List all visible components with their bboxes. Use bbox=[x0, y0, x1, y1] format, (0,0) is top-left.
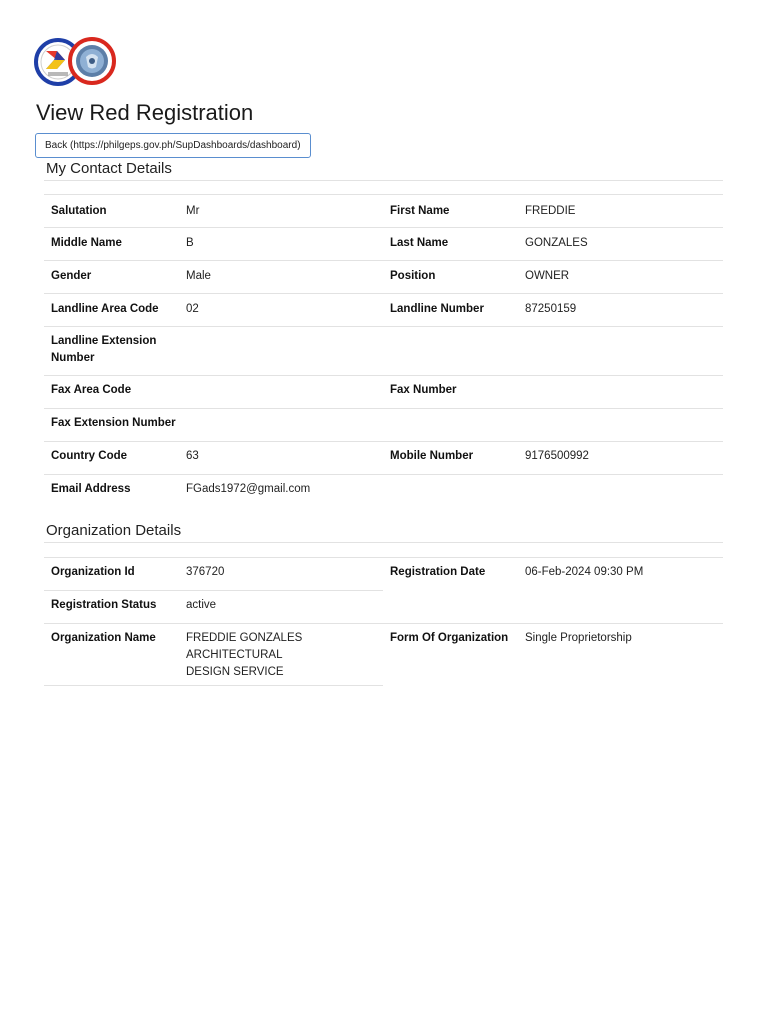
section-divider bbox=[44, 180, 723, 181]
registration-date-label: Registration Date bbox=[390, 566, 486, 578]
gender-value: Male bbox=[186, 270, 211, 282]
organization-details-heading: Organization Details bbox=[46, 522, 182, 539]
empty-cell bbox=[383, 408, 723, 441]
gender-row bbox=[44, 260, 383, 293]
registration-status-value: active bbox=[186, 599, 217, 611]
fax-number-row bbox=[383, 375, 723, 408]
gender-label: Gender bbox=[51, 270, 92, 282]
email-row bbox=[44, 474, 383, 507]
fax-area-code-label: Fax Area Code bbox=[51, 384, 132, 396]
landline-extension-row bbox=[44, 326, 383, 375]
organization-id-row bbox=[44, 557, 383, 590]
fax-extension-row bbox=[44, 408, 383, 441]
organization-id-label: Organization Id bbox=[51, 566, 135, 578]
country-code-value: 63 bbox=[186, 450, 199, 462]
landline-extension-label: Landline Extension Number bbox=[51, 335, 157, 364]
philgeps-logo bbox=[34, 36, 118, 88]
fax-number-label: Fax Number bbox=[390, 384, 457, 396]
position-value: OWNER bbox=[525, 270, 570, 282]
form-of-organization-label: Form Of Organization bbox=[390, 632, 509, 644]
landline-number-value: 87250159 bbox=[525, 303, 577, 315]
country-code-row bbox=[44, 441, 383, 474]
landline-number-label: Landline Number bbox=[390, 303, 484, 315]
organization-name-value: FREDDIE GONZALES ARCHITECTURAL DESIGN SERVICE bbox=[186, 632, 303, 678]
first-name-value: FREDDIE bbox=[525, 205, 576, 217]
landline-number-row bbox=[383, 293, 723, 326]
contact-details-heading: My Contact Details bbox=[46, 160, 172, 177]
salutation-row bbox=[44, 194, 383, 227]
middle-name-label: Middle Name bbox=[51, 237, 122, 249]
last-name-label: Last Name bbox=[390, 237, 449, 249]
organization-name-row bbox=[44, 623, 383, 686]
last-name-value: GONZALES bbox=[525, 237, 588, 249]
position-label: Position bbox=[390, 270, 436, 282]
last-name-row bbox=[383, 227, 723, 260]
position-row bbox=[383, 260, 723, 293]
empty-cell bbox=[383, 326, 723, 375]
mobile-number-row bbox=[383, 441, 723, 474]
back-button[interactable]: Back (https://philgeps.gov.ph/SupDashboards/dashboard) bbox=[35, 133, 311, 158]
form-of-organization-value: Single Proprietorship bbox=[525, 632, 632, 644]
registration-status-label: Registration Status bbox=[51, 599, 157, 611]
mobile-number-value: 9176500992 bbox=[525, 450, 589, 462]
landline-area-code-label: Landline Area Code bbox=[51, 303, 159, 315]
email-label: Email Address bbox=[51, 483, 131, 495]
organization-name-label: Organization Name bbox=[51, 632, 156, 644]
registration-status-row bbox=[44, 590, 383, 623]
country-code-label: Country Code bbox=[51, 450, 128, 462]
government-seal-icon bbox=[70, 39, 114, 83]
fax-extension-label: Fax Extension Number bbox=[51, 417, 176, 429]
salutation-label: Salutation bbox=[51, 205, 107, 217]
first-name-label: First Name bbox=[390, 205, 450, 217]
landline-area-code-row bbox=[44, 293, 383, 326]
middle-name-row bbox=[44, 227, 383, 260]
organization-id-value: 376720 bbox=[186, 566, 225, 578]
registration-date-row bbox=[383, 557, 723, 623]
page-title: View Red Registration bbox=[36, 100, 254, 125]
empty-cell bbox=[383, 474, 723, 507]
salutation-value: Mr bbox=[186, 205, 200, 217]
mobile-number-label: Mobile Number bbox=[390, 450, 474, 462]
middle-name-value: B bbox=[186, 237, 194, 249]
organization-details-table bbox=[44, 557, 723, 686]
first-name-row bbox=[383, 194, 723, 227]
email-value: FGads1972@gmail.com bbox=[186, 483, 311, 495]
contact-details-table bbox=[44, 194, 723, 507]
landline-area-code-value: 02 bbox=[186, 303, 199, 315]
fax-area-code-row bbox=[44, 375, 383, 408]
form-of-organization-row bbox=[383, 623, 723, 686]
registration-date-value: 06-Feb-2024 09:30 PM bbox=[525, 566, 644, 578]
section-divider bbox=[44, 542, 723, 543]
